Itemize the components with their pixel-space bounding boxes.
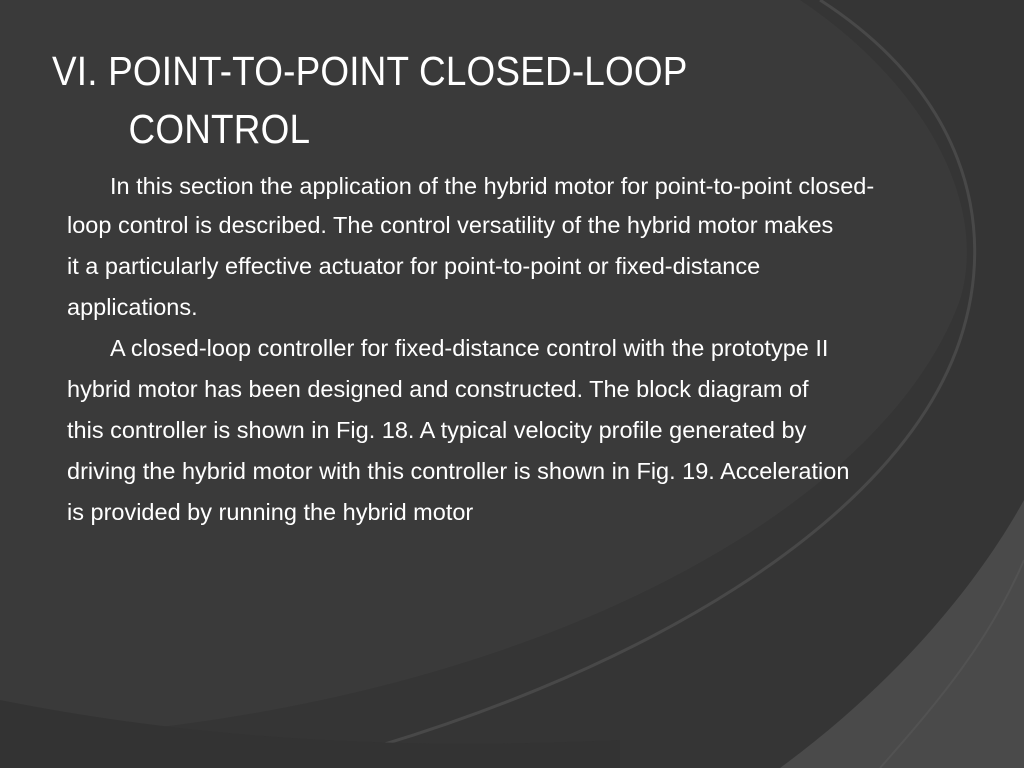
body-line-1: loop control is described. The control versatility of the hybrid motor makes <box>67 212 834 238</box>
body-line-2: it a particularly effective actuator for point-to-point or fixed-distance <box>67 253 761 279</box>
slide-title <box>52 42 862 158</box>
paragraph-2-first-line: A closed-loop controller for fixed-distance control with the prototype II <box>110 335 829 361</box>
body-line-6: this controller is shown in Fig. 18. A typical velocity profile generated by <box>67 417 807 443</box>
body-line-3: applications. <box>67 294 198 320</box>
body-text <box>67 172 1017 533</box>
body-line-5: hybrid motor has been designed and constructed. The block diagram of <box>67 376 809 402</box>
paragraph-1-first-line: In this section the application of the hybrid motor for point-to-point closed- <box>110 173 875 199</box>
title-line-1: VI. POINT-TO-POINT CLOSED-LOOP <box>52 48 688 94</box>
body-line-8: is provided by running the hybrid motor <box>67 499 474 525</box>
body-line-7: driving the hybrid motor with this controller is shown in Fig. 19. Acceleration <box>67 458 850 484</box>
title-line-2: CONTROL <box>128 106 311 152</box>
